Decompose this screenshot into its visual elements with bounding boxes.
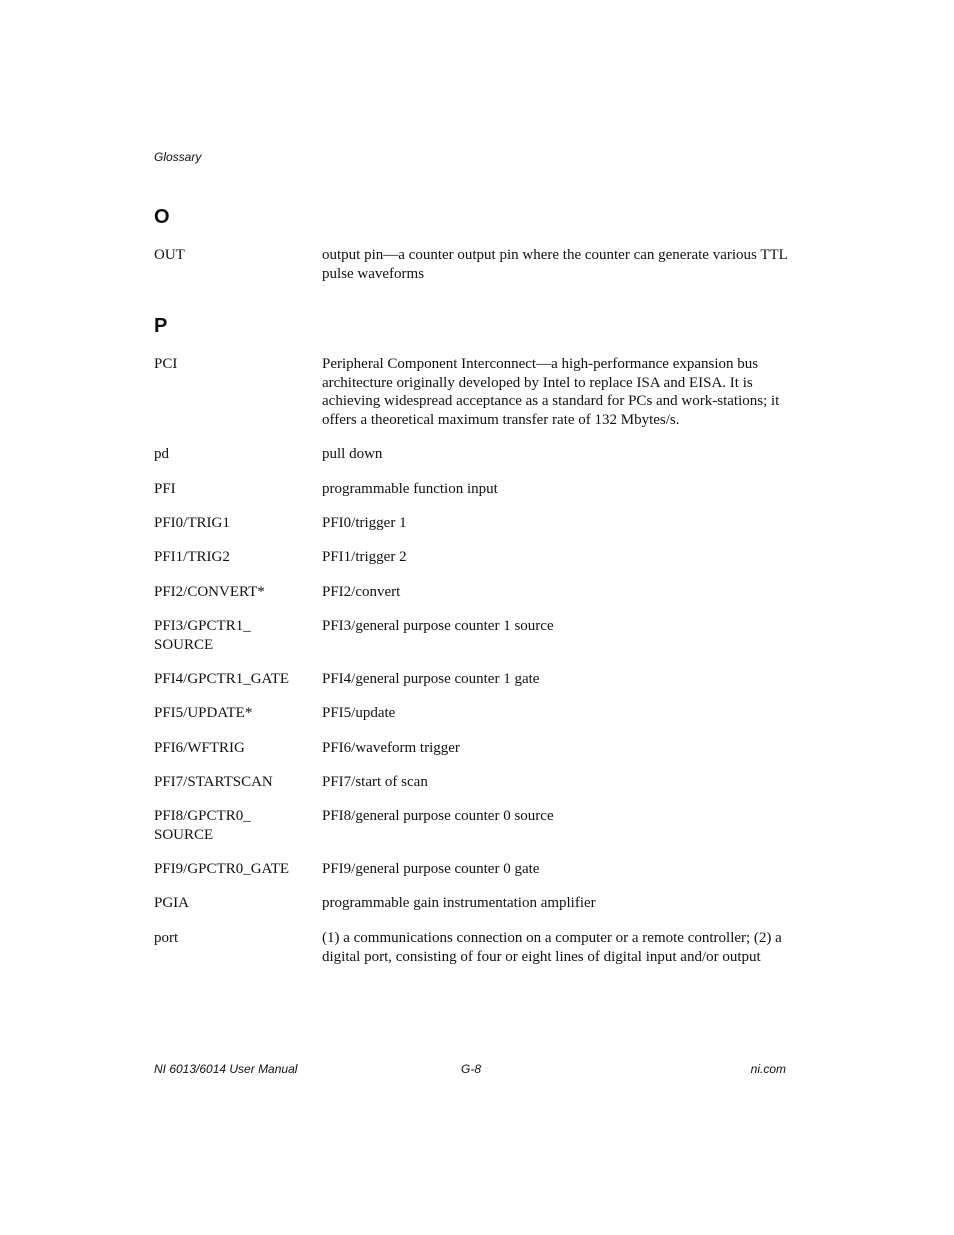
glossary-definition: PFI4/general purpose counter 1 gate bbox=[322, 671, 540, 687]
glossary-term: PFI4/GPCTR1_GATE bbox=[154, 671, 290, 687]
footer-website: ni.com bbox=[750, 1062, 786, 1076]
glossary-term: port bbox=[154, 930, 179, 946]
glossary-term: PFI3/GPCTR1_ SOURCE bbox=[154, 618, 251, 653]
glossary-definition: Peripheral Component Interconnect—a high-performance expansion bus architecture originally developed by Intel to replace ISA and EISA. It is achieving widespread acceptance as a standard for PCs and work-stations; it offers a theoretical maximum transfer rate of 132 Mbytes/s. bbox=[322, 356, 780, 429]
glossary-definition: PFI0/trigger 1 bbox=[322, 515, 407, 531]
glossary-definition: PFI6/waveform trigger bbox=[322, 740, 460, 756]
footer-manual-title: NI 6013/6014 User Manual bbox=[154, 1062, 298, 1076]
footer-page-number: G-8 bbox=[461, 1062, 482, 1076]
glossary-term: OUT bbox=[154, 247, 185, 263]
glossary-definition: PFI5/update bbox=[322, 705, 396, 721]
glossary-term: PFI8/GPCTR0_ SOURCE bbox=[154, 808, 251, 843]
glossary-definition: PFI8/general purpose counter 0 source bbox=[322, 808, 554, 824]
glossary-term: PFI2/CONVERT* bbox=[154, 584, 265, 600]
glossary-definition: output pin—a counter output pin where the counter can generate various TTL pulse waveforms bbox=[322, 247, 788, 282]
glossary-definition: pull down bbox=[322, 446, 383, 462]
section-letter-o: O bbox=[154, 206, 170, 228]
glossary-term: PFI0/TRIG1 bbox=[154, 515, 230, 531]
section-letter-p: P bbox=[154, 315, 168, 337]
glossary-definition: programmable function input bbox=[322, 481, 498, 497]
glossary-definition: (1) a communications connection on a computer or a remote controller; (2) a digital port, consisting of four or eight lines of digital input and/or output bbox=[322, 930, 782, 965]
glossary-definition: PFI9/general purpose counter 0 gate bbox=[322, 861, 540, 877]
glossary-term: PCI bbox=[154, 356, 178, 372]
glossary-term: PFI7/STARTSCAN bbox=[154, 774, 273, 790]
glossary-definition: PFI1/trigger 2 bbox=[322, 549, 407, 565]
glossary-definition: PFI2/convert bbox=[322, 584, 401, 600]
glossary-term: PFI5/UPDATE* bbox=[154, 705, 253, 721]
glossary-term: PFI6/WFTRIG bbox=[154, 740, 245, 756]
running-head: Glossary bbox=[154, 150, 202, 164]
glossary-term: PFI bbox=[154, 481, 176, 497]
glossary-term: pd bbox=[154, 446, 169, 462]
glossary-definition: programmable gain instrumentation amplifier bbox=[322, 895, 596, 911]
glossary-term: PGIA bbox=[154, 895, 190, 911]
glossary-term: PFI9/GPCTR0_GATE bbox=[154, 861, 290, 877]
glossary-term: PFI1/TRIG2 bbox=[154, 549, 230, 565]
glossary-definition: PFI7/start of scan bbox=[322, 774, 428, 790]
glossary-definition: PFI3/general purpose counter 1 source bbox=[322, 618, 554, 634]
